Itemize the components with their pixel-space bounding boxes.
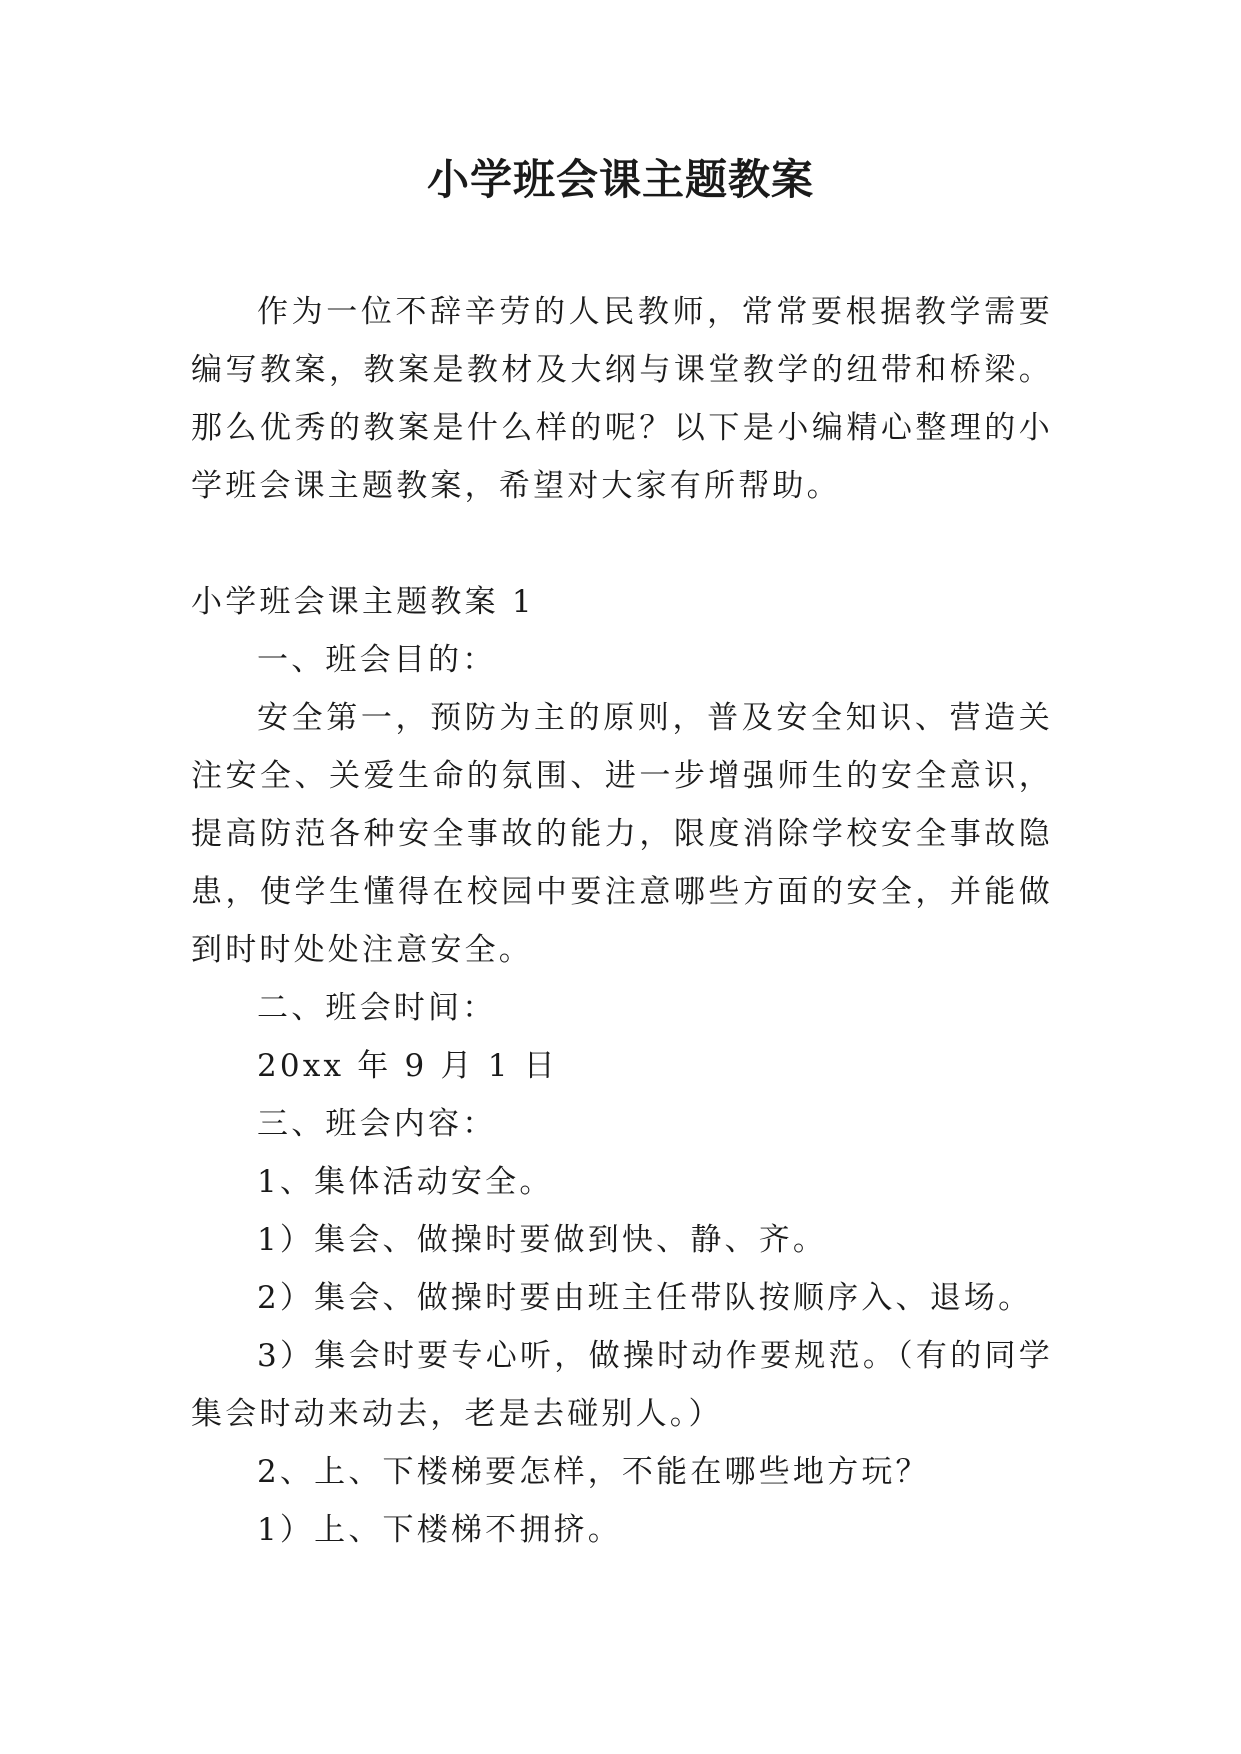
paragraph-spacer [191,515,1053,573]
list-item: 3）集会时要专心听，做操时动作要规范。（有的同学集会时动来动去，老是去碰别人。） [191,1338,1053,1432]
document-body [191,283,1053,1559]
intro-paragraph: 作为一位不辞辛劳的人民教师，常常要根据教学需要编写教案，教案是教材及大纲与课堂教学的纽带和桥梁。那么优秀的教案是什么样的呢？以下是小编精心整理的小学班会课主题教案，希望对大家有所帮助。 [191,294,1053,504]
heading-purpose: 一、班会目的： [257,642,497,678]
heading-time: 二、班会时间： [257,990,497,1026]
meeting-date: 20xx 年 9 月 1 日 [257,1048,558,1084]
list-item: 1、集体活动安全。 [257,1164,554,1200]
list-item: 2、上、下楼梯要怎样，不能在哪些地方玩？ [257,1454,930,1490]
document-title: 小学班会课主题教案 [426,155,814,204]
list-item: 2）集会、做操时要由班主任带队按顺序入、退场。 [257,1280,1033,1316]
section-title: 小学班会课主题教案 1 [191,584,535,620]
purpose-paragraph: 安全第一，预防为主的原则，普及安全知识、营造关注安全、关爱生命的氛围、进一步增强师生的安全意识，提高防范各种安全事故的能力，限度消除学校安全事故隐患，使学生懂得在校园中要注意哪些方面的安全，并能做到时时处处注意安全。 [191,700,1053,968]
list-item: 1）集会、做操时要做到快、静、齐。 [257,1222,828,1258]
list-item: 1）上、下楼梯不拥挤。 [257,1512,622,1548]
heading-content: 三、班会内容： [257,1106,497,1142]
